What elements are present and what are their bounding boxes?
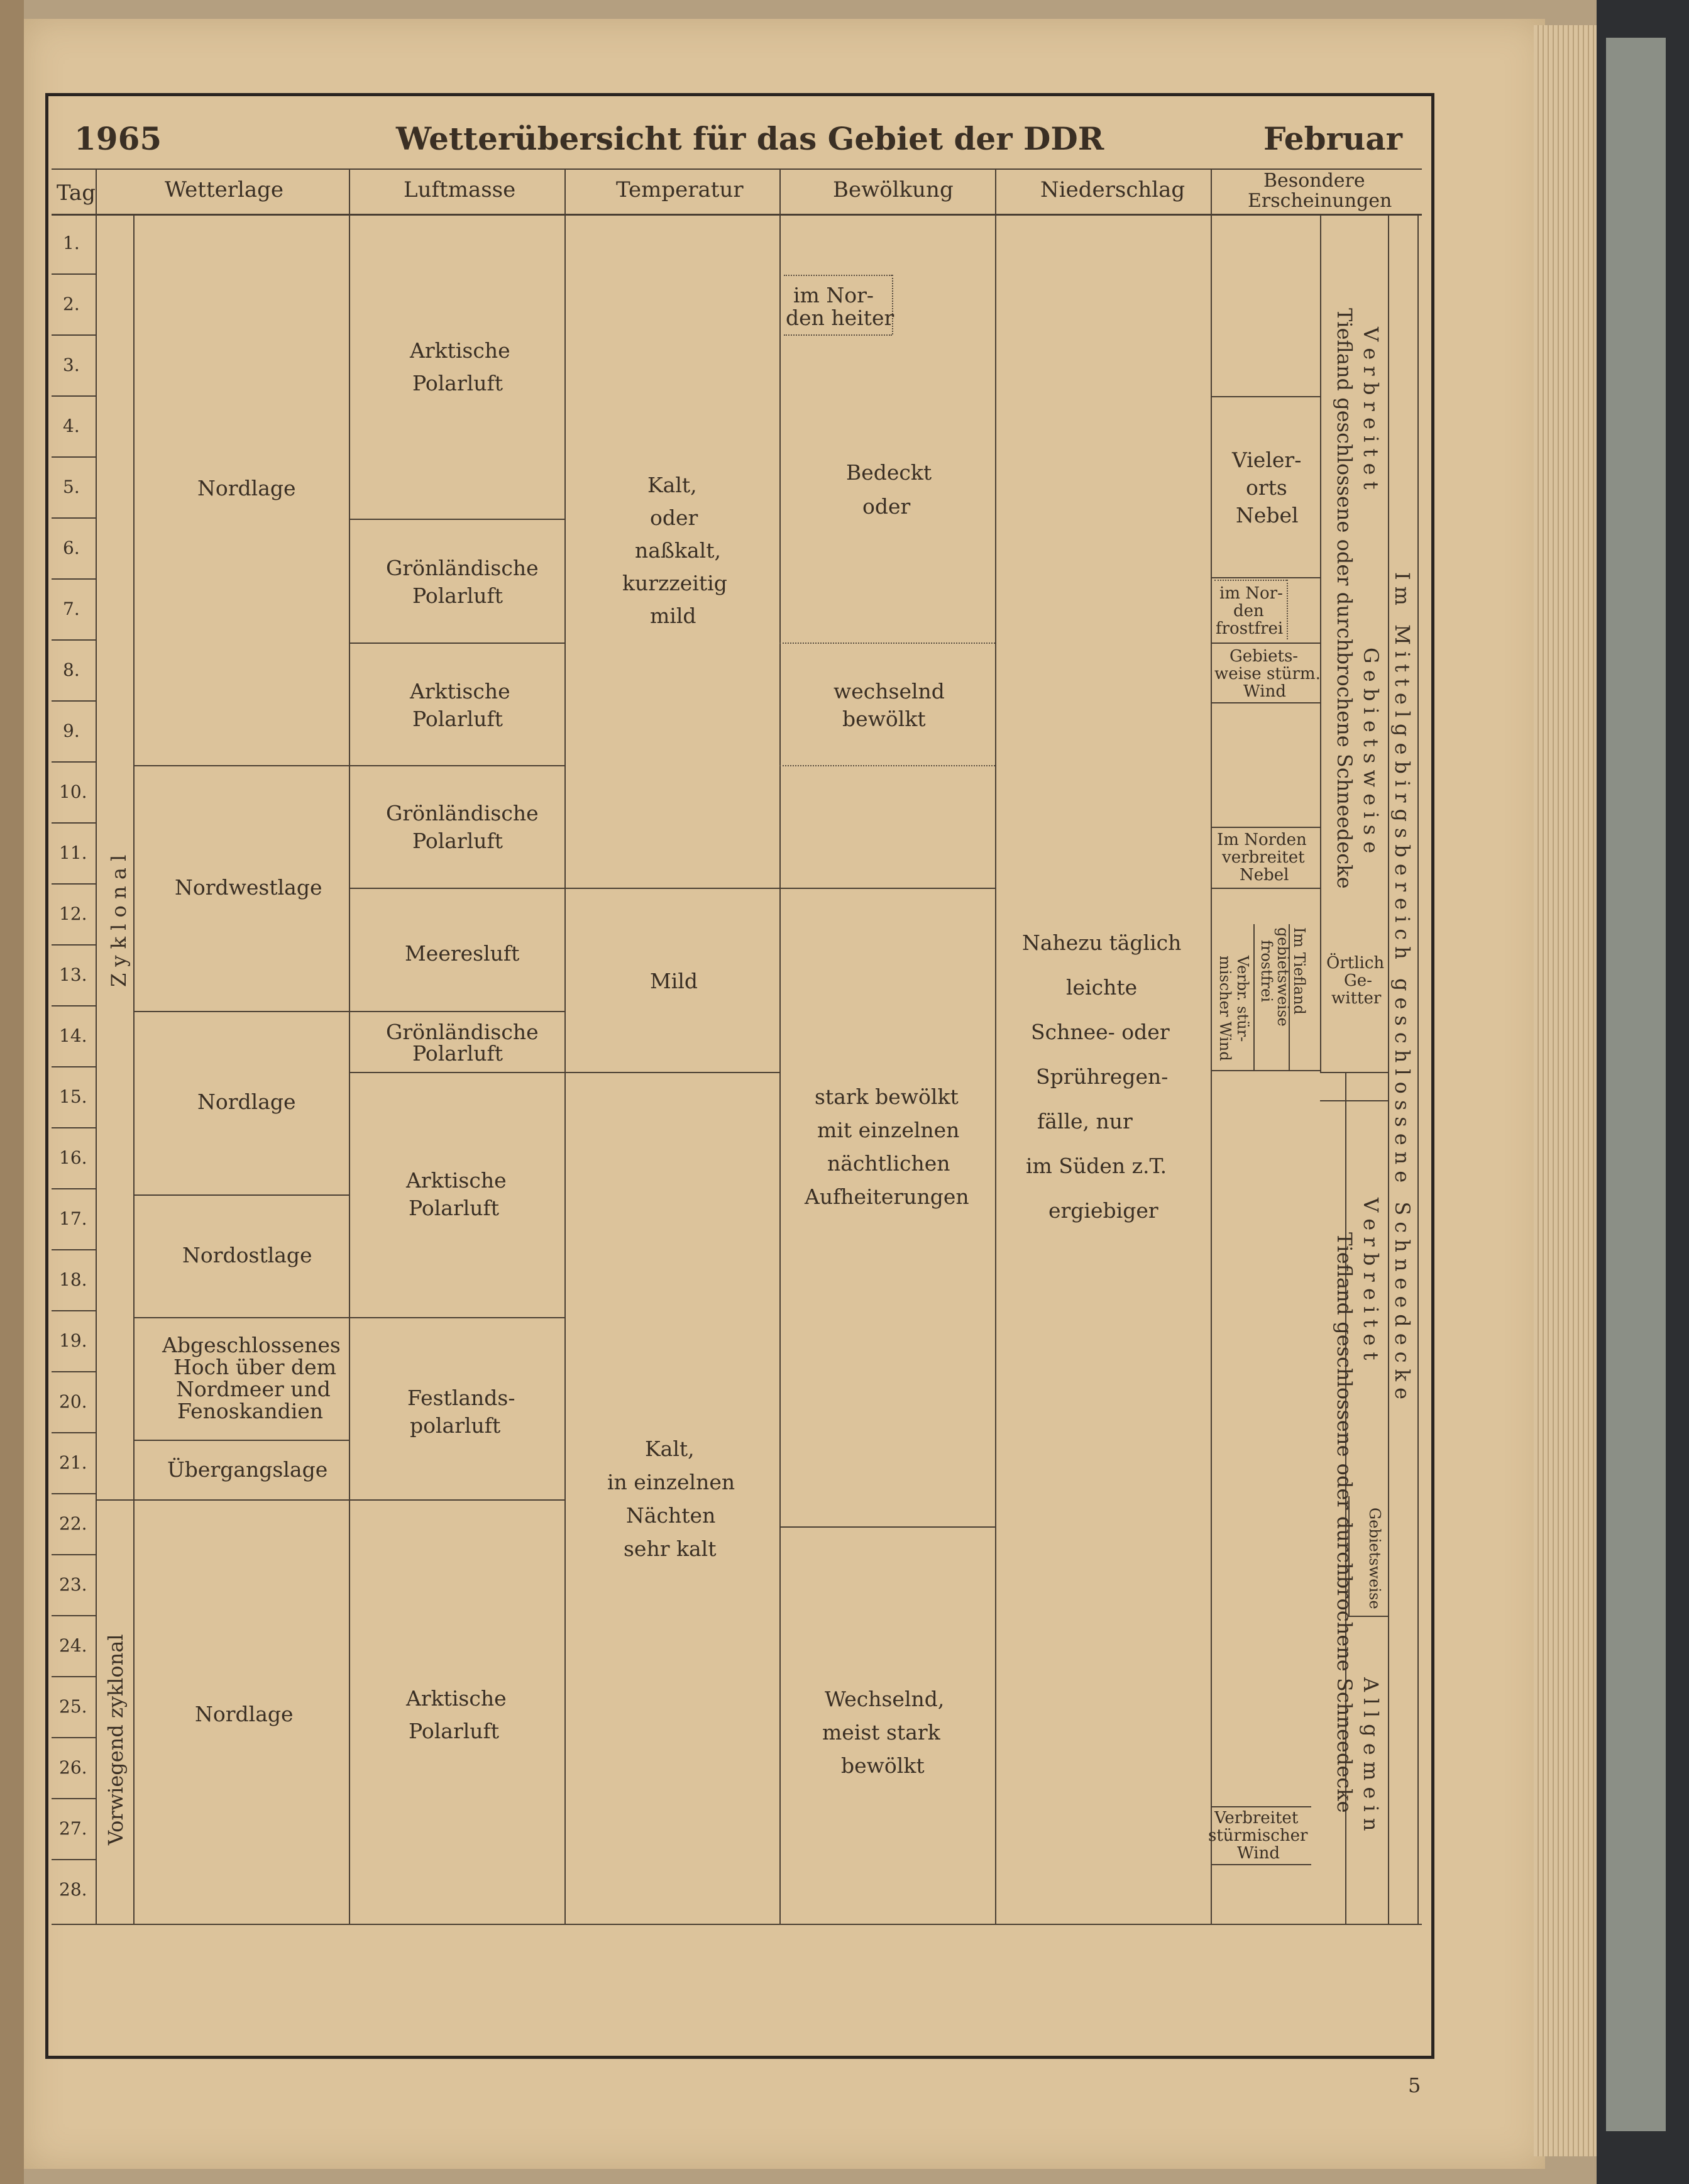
row-tick — [52, 1310, 96, 1311]
besondere-8b: stürmischer — [1208, 1826, 1308, 1845]
row-tick — [52, 273, 96, 275]
dotted-box-top — [784, 275, 892, 276]
col-line — [564, 168, 566, 1924]
day-number: 13. — [59, 964, 87, 985]
row-tick — [52, 944, 96, 946]
niederschlag-5: fälle, nur — [1037, 1109, 1133, 1133]
niederschlag-4: Sprühregen- — [1036, 1064, 1169, 1089]
day-number: 25. — [59, 1696, 87, 1717]
row-tick — [52, 1249, 96, 1250]
cell-divider — [1211, 1070, 1320, 1071]
col-line — [349, 168, 350, 1924]
besondere-2b: den — [1233, 602, 1264, 620]
cell-divider — [349, 1499, 564, 1501]
luftmasse-9b: Polarluft — [409, 1719, 500, 1743]
book-spine — [0, 0, 24, 2184]
gebietsweise-2: Gebietsweise — [1366, 1508, 1384, 1609]
row-tick — [52, 822, 96, 824]
day-number: 15. — [59, 1086, 87, 1107]
cell-divider — [564, 1072, 779, 1073]
month: Februar — [1263, 120, 1402, 157]
page-title: Wetterübersicht für das Gebiet der DDR — [396, 120, 1104, 157]
luftmasse-1a: Arktische — [410, 338, 510, 363]
besondere-3b: weise stürm. — [1214, 665, 1321, 683]
col-line — [1320, 214, 1321, 1072]
page-number: 5 — [1408, 2073, 1421, 2097]
zyklonal-divider — [96, 1499, 133, 1501]
day-number: 10. — [59, 781, 87, 802]
luftmasse-7a: Arktische — [406, 1168, 507, 1193]
wetterlage-hoch-3: Nordmeer und — [176, 1377, 331, 1401]
row-tick — [52, 761, 96, 763]
day-number: 24. — [59, 1635, 87, 1656]
cell-divider — [1211, 1806, 1311, 1807]
temperatur-1a: Kalt, — [647, 473, 697, 497]
luftmasse-8a: Festlands- — [407, 1386, 515, 1410]
besondere-5a: Verbr. stür- — [1234, 956, 1252, 1042]
cell-divider — [1320, 1100, 1388, 1101]
temperatur-1c: naßkalt, — [635, 538, 721, 563]
day-number: 17. — [59, 1208, 87, 1229]
temperatur-3b: in einzelnen — [607, 1470, 735, 1494]
header-bottom-line — [52, 214, 1422, 216]
cell-divider — [133, 1317, 349, 1318]
bewoelkung-3d: Aufheiterungen — [805, 1184, 969, 1209]
luftmasse-4b: Polarluft — [412, 829, 503, 853]
col-bewoelkung: Bewölkung — [833, 177, 954, 202]
row-tick — [52, 1798, 96, 1799]
row-tick — [52, 1737, 96, 1738]
row-tick — [52, 639, 96, 641]
wetterlage-nordostlage: Nordostlage — [182, 1243, 312, 1267]
day-number: 2. — [63, 294, 80, 314]
temperatur-1b: oder — [650, 505, 698, 530]
cell-divider — [1211, 827, 1320, 828]
mittelgebirge-schneedecke: Im Mittelgebirgsbereich geschlossene Schneedecke — [1390, 572, 1414, 1406]
row-tick — [52, 334, 96, 336]
temperatur-1d: kurzzeitig — [622, 571, 727, 595]
cell-divider — [1320, 1072, 1388, 1073]
besondere-5b: mischer Wind — [1216, 956, 1234, 1061]
dotted-box-side — [1287, 580, 1288, 639]
row-tick — [52, 883, 96, 885]
cell-divider — [1253, 924, 1255, 1070]
day-number: 8. — [63, 659, 80, 680]
day-number: 19. — [59, 1330, 87, 1351]
tiefland-schneedecke-2: Tiefland geschlossene oder durchbrochene Schneedecke — [1333, 1232, 1356, 1813]
day-number: 27. — [59, 1818, 87, 1839]
col-line — [96, 168, 97, 1924]
cell-divider — [349, 1011, 564, 1012]
temperatur-3c: Nächten — [626, 1503, 716, 1528]
col-line — [995, 168, 996, 1924]
luftmasse-9a: Arktische — [406, 1686, 507, 1711]
wetterlage-nordlage-1: Nordlage — [197, 476, 296, 500]
cell-divider — [349, 765, 564, 766]
day-number: 11. — [59, 842, 87, 863]
row-tick — [52, 1371, 96, 1372]
bewoelkung-2b: bewölkt — [842, 707, 926, 731]
row-tick — [52, 1432, 96, 1433]
bewoelkung-0a: im Nor- — [793, 283, 874, 307]
niederschlag-1: Nahezu täglich — [1022, 930, 1182, 955]
row-tick — [52, 700, 96, 702]
luftmasse-8b: polarluft — [410, 1413, 501, 1438]
besondere-4a: Im Norden — [1217, 830, 1307, 849]
cell-divider — [133, 1011, 349, 1012]
dotted-divider — [779, 643, 995, 644]
luftmasse-2b: Polarluft — [412, 583, 503, 608]
bewoelkung-3a: stark bewölkt — [815, 1084, 959, 1109]
luftmasse-1b: Polarluft — [412, 371, 503, 395]
cell-divider — [349, 1072, 564, 1073]
luftmasse-6a: Grönländische — [386, 1020, 539, 1044]
luftmasse-3a: Arktische — [410, 679, 510, 703]
row-tick — [52, 578, 96, 580]
bewoelkung-3b: mit einzelnen — [817, 1118, 960, 1142]
cell-divider — [133, 1194, 349, 1196]
besondere-2a: im Nor- — [1219, 584, 1283, 603]
besondere-1a: Vieler- — [1232, 448, 1302, 472]
wetterlage-hoch-4: Fenoskandien — [177, 1399, 324, 1423]
day-number: 14. — [59, 1025, 87, 1046]
row-tick — [52, 1493, 96, 1494]
row-tick — [52, 1554, 96, 1555]
day-number: 28. — [59, 1879, 87, 1900]
row-tick — [52, 1005, 96, 1007]
niederschlag-7: ergiebiger — [1048, 1198, 1158, 1223]
besondere-8c: Wind — [1237, 1844, 1280, 1863]
header-top-line — [52, 168, 1422, 170]
besondere-7a: Örtlich — [1326, 954, 1385, 973]
verbreitet-2: V e r b r e i t e t — [1359, 1198, 1383, 1360]
bewoelkung-4b: meist stark — [822, 1720, 940, 1745]
cell-divider — [349, 643, 564, 644]
bewoelkung-4a: Wechselnd, — [825, 1687, 945, 1711]
day-number: 1. — [63, 233, 80, 253]
besondere-7b: Ge- — [1344, 971, 1372, 990]
cell-divider — [1211, 888, 1320, 889]
verbreitet-1: V e r b r e i t e t — [1359, 327, 1383, 490]
row-tick — [52, 517, 96, 519]
day-number: 5. — [63, 477, 80, 497]
niederschlag-2: leichte — [1066, 975, 1138, 1000]
besondere-8a: Verbreitet — [1214, 1809, 1299, 1828]
besondere-6a: Im Tiefland — [1290, 927, 1308, 1015]
day-number: 4. — [63, 416, 80, 436]
luftmasse-7b: Polarluft — [409, 1196, 500, 1220]
temperatur-1e: mild — [650, 604, 696, 628]
row-tick — [52, 1859, 96, 1860]
year: 1965 — [74, 120, 162, 157]
row-tick — [52, 456, 96, 458]
col-temperatur: Temperatur — [616, 177, 744, 202]
besondere-7c: witter — [1331, 989, 1382, 1008]
col-niederschlag: Niederschlag — [1040, 177, 1186, 202]
bewoelkung-1a: Bedeckt — [846, 460, 932, 485]
row-tick — [52, 1615, 96, 1616]
row-tick — [52, 1127, 96, 1128]
vorwiegend-zyklonal-label: Vorwiegend zyklonal — [104, 1634, 128, 1845]
day-number: 21. — [59, 1452, 87, 1473]
besondere-6b: gebietsweise — [1274, 927, 1292, 1027]
cell-divider — [133, 1440, 349, 1441]
besondere-6c: frostfrei — [1258, 940, 1275, 1002]
col-besondere-1: Besondere — [1263, 170, 1365, 192]
cell-divider — [349, 519, 564, 520]
wetterlage-hoch-1: Abgeschlossenes — [162, 1333, 341, 1357]
page-edges — [1534, 25, 1597, 2156]
cell-divider — [349, 1317, 564, 1318]
col-tag: Tag — [57, 180, 96, 206]
bewoelkung-3c: nächtlichen — [827, 1151, 950, 1176]
dotted-divider — [779, 765, 995, 766]
day-number: 7. — [63, 598, 80, 619]
day-number: 26. — [59, 1757, 87, 1778]
day-number: 12. — [59, 903, 87, 924]
wetterlage-hoch-2: Hoch über dem — [173, 1355, 336, 1379]
zyklonal-label: Z y k l o n a l — [107, 854, 131, 987]
day-number: 9. — [63, 720, 80, 741]
row-tick — [52, 395, 96, 397]
cell-divider — [1211, 577, 1320, 578]
tiefland-schneedecke-1: Tiefland geschlossene oder durchbrochene Schneedecke — [1333, 308, 1356, 889]
col-line — [133, 214, 135, 1924]
dotted-box-bottom — [784, 334, 892, 336]
besondere-2c: frostfrei — [1216, 619, 1284, 638]
dotted-box-top — [1214, 580, 1287, 581]
temperatur-2: Mild — [650, 969, 698, 993]
row-tick — [52, 1188, 96, 1189]
gebietsweise-1: G e b i e t s w e i s e — [1359, 648, 1383, 854]
table-bottom-line — [52, 1924, 1422, 1925]
col-line — [1388, 214, 1389, 1924]
besondere-4c: Nebel — [1240, 866, 1289, 885]
table-frame — [45, 93, 1434, 2059]
luftmasse-3b: Polarluft — [412, 707, 503, 731]
col-besondere-2: Erscheinungen — [1248, 190, 1392, 212]
temperatur-3a: Kalt, — [645, 1437, 695, 1461]
cell-divider — [133, 1499, 349, 1501]
besondere-3a: Gebiets- — [1230, 647, 1299, 666]
wetterlage-nordlage-3: Nordlage — [195, 1702, 294, 1726]
day-number: 3. — [63, 355, 80, 375]
luftmasse-6b: Polarluft — [412, 1041, 503, 1066]
cell-divider — [1211, 1864, 1311, 1865]
col-line — [1417, 214, 1419, 1924]
col-wetterlage: Wetterlage — [165, 177, 284, 202]
wetterlage-nordwestlage: Nordwestlage — [175, 875, 322, 900]
cell-divider — [133, 765, 349, 766]
col-line — [779, 168, 781, 1924]
bewoelkung-2a: wechselnd — [833, 679, 945, 703]
cell-divider — [779, 888, 995, 889]
day-number: 23. — [59, 1574, 87, 1595]
wetterlage-nordlage-2: Nordlage — [197, 1089, 296, 1114]
cell-divider — [1211, 702, 1320, 703]
cell-divider — [1211, 643, 1320, 644]
temperatur-3d: sehr kalt — [624, 1536, 717, 1561]
niederschlag-6: im Süden z.T. — [1026, 1154, 1167, 1178]
besondere-3c: Wind — [1243, 682, 1286, 701]
day-number: 16. — [59, 1147, 87, 1168]
cell-divider — [1211, 396, 1320, 397]
day-number: 20. — [59, 1391, 87, 1412]
niederschlag-3: Schnee- oder — [1031, 1020, 1170, 1044]
bewoelkung-4c: bewölkt — [841, 1753, 925, 1778]
besondere-4b: verbreitet — [1222, 848, 1305, 867]
day-number: 18. — [59, 1269, 87, 1290]
allgemein: A l l g e m e i n — [1359, 1677, 1383, 1831]
cell-divider — [564, 888, 779, 889]
day-number: 22. — [59, 1513, 87, 1534]
wetterlage-uebergangslage: Übergangslage — [167, 1457, 328, 1482]
day-number: 6. — [63, 538, 80, 558]
row-tick — [52, 1676, 96, 1677]
book-cover-inner — [1606, 38, 1666, 2131]
row-tick — [52, 1066, 96, 1067]
col-luftmasse: Luftmasse — [404, 177, 516, 202]
luftmasse-2a: Grönländische — [386, 556, 539, 580]
besondere-1c: Nebel — [1236, 503, 1299, 527]
cell-divider — [779, 1526, 995, 1528]
cell-divider — [349, 888, 564, 889]
luftmasse-4a: Grönländische — [386, 801, 539, 825]
bewoelkung-0b: den heiter — [786, 306, 894, 330]
bewoelkung-1b: oder — [862, 494, 911, 519]
col-line — [1211, 168, 1212, 1924]
luftmasse-5: Meeresluft — [405, 941, 520, 966]
besondere-1b: orts — [1246, 475, 1287, 500]
